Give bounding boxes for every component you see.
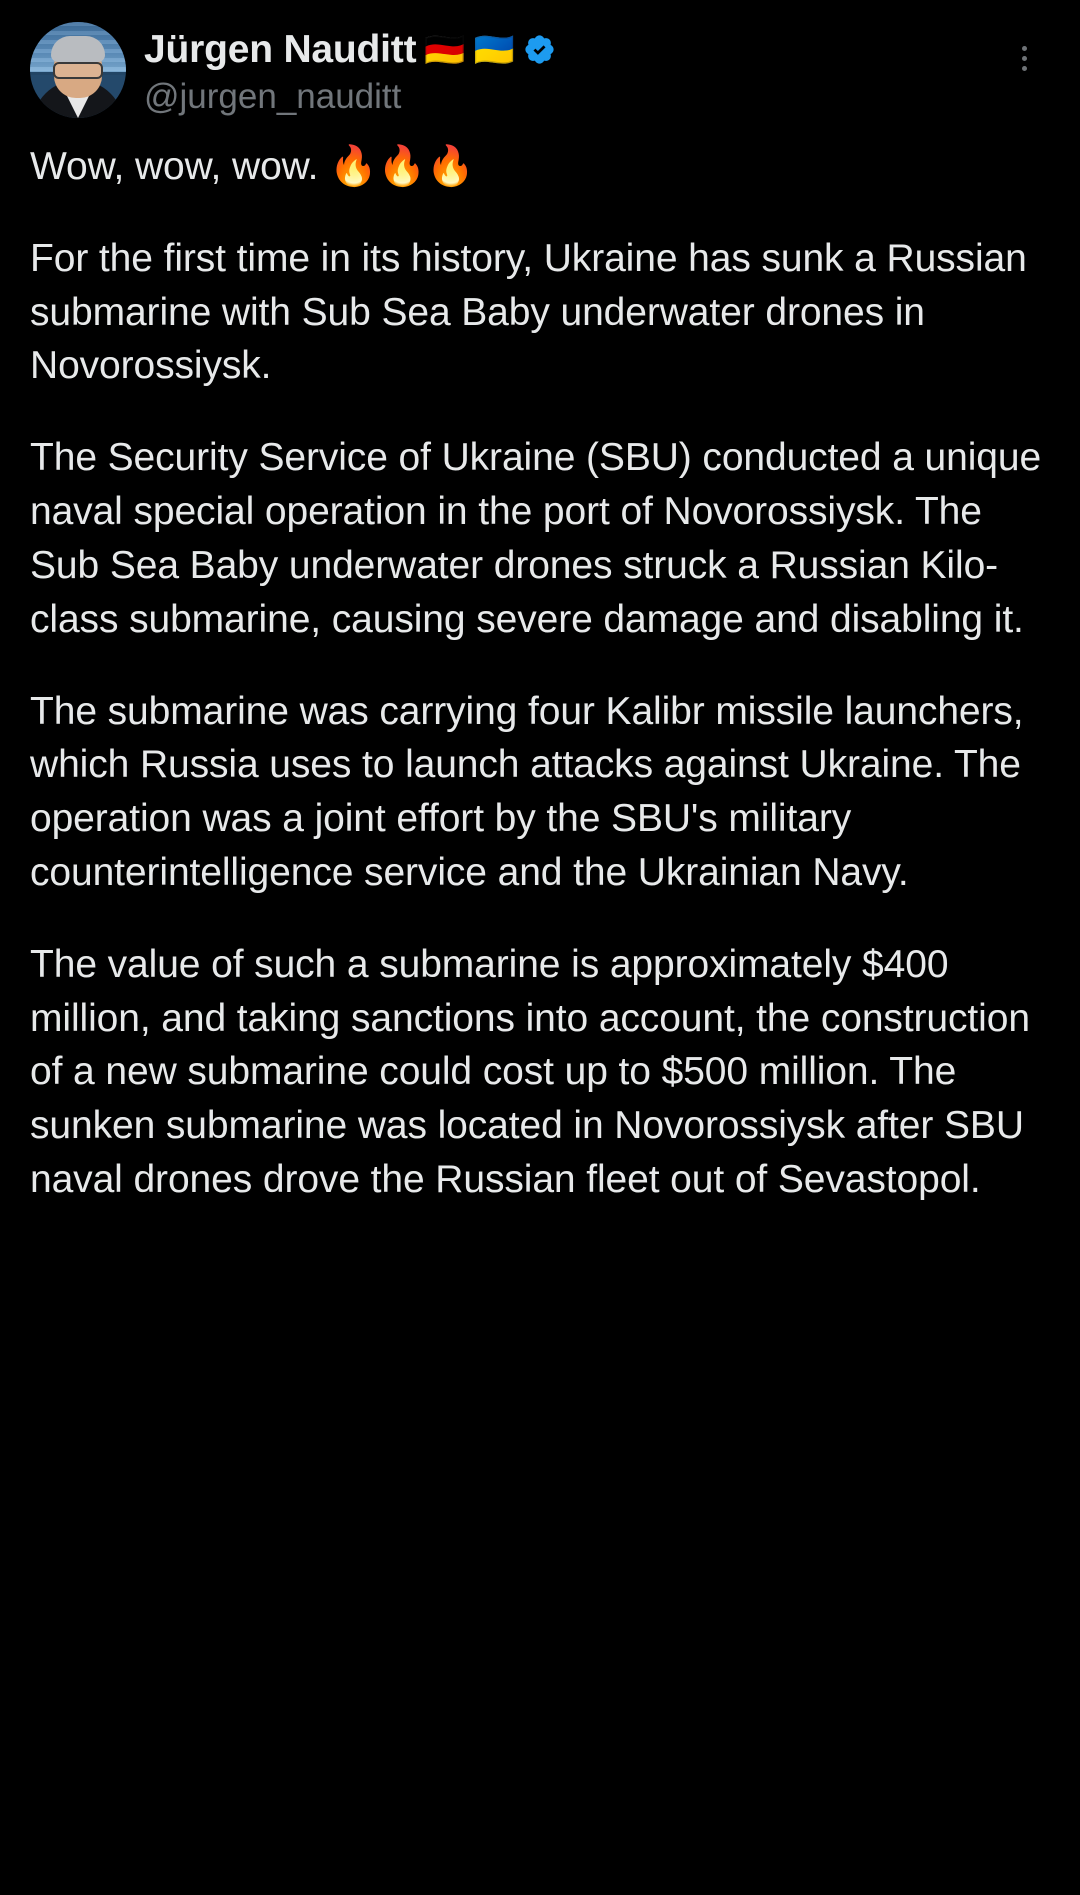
tweet-paragraph: The value of such a submarine is approximately $400 million, and taking sanctions into account, the construction of a new submarine could cost up to $500 million. The sunken submarine was located in Novorossiysk after SBU naval drones drove the Russian fleet out of Sevastopol. bbox=[30, 942, 1041, 1201]
verified-badge-icon bbox=[523, 33, 556, 66]
more-dot bbox=[1022, 46, 1027, 51]
tweet-text bbox=[30, 140, 1050, 1207]
tweet-paragraph: The submarine was carrying four Kalibr missile launchers, which Russia uses to launch attacks against Ukraine. The operation was a joint effort by the SBU's military counterintelligence service and the Ukrainian Navy. bbox=[30, 689, 1035, 894]
more-dot bbox=[1022, 56, 1027, 61]
avatar-person-hair bbox=[51, 36, 105, 62]
avatar[interactable] bbox=[30, 22, 126, 118]
more-dot bbox=[1022, 66, 1027, 71]
tweet-paragraph: Wow, wow, wow. 🔥🔥🔥 bbox=[30, 145, 475, 188]
avatar-person-glasses bbox=[53, 62, 103, 79]
author-info bbox=[144, 22, 556, 114]
more-options-icon[interactable] bbox=[1002, 36, 1046, 80]
ukrainian-flag-icon: 🇺🇦 bbox=[473, 31, 515, 68]
author-display-name[interactable]: Jürgen Nauditt bbox=[144, 28, 417, 71]
tweet-header bbox=[30, 22, 1050, 118]
tweet-paragraph: For the first time in its history, Ukraine has sunk a Russian submarine with Sub Sea Baby underwater drones in Novorossiysk. bbox=[30, 236, 1038, 388]
tweet-paragraph: The Security Service of Ukraine (SBU) conducted a unique naval special operation in the port of Novorossiysk. The Sub Sea Baby underwater drones struck a Russian Kilo-class submarine, causing severe damage and disabling it. bbox=[30, 436, 1052, 641]
author-handle[interactable]: @jurgen_nauditt bbox=[144, 77, 402, 116]
german-flag-icon: 🇩🇪 bbox=[424, 31, 466, 68]
author-name-line bbox=[144, 30, 556, 69]
